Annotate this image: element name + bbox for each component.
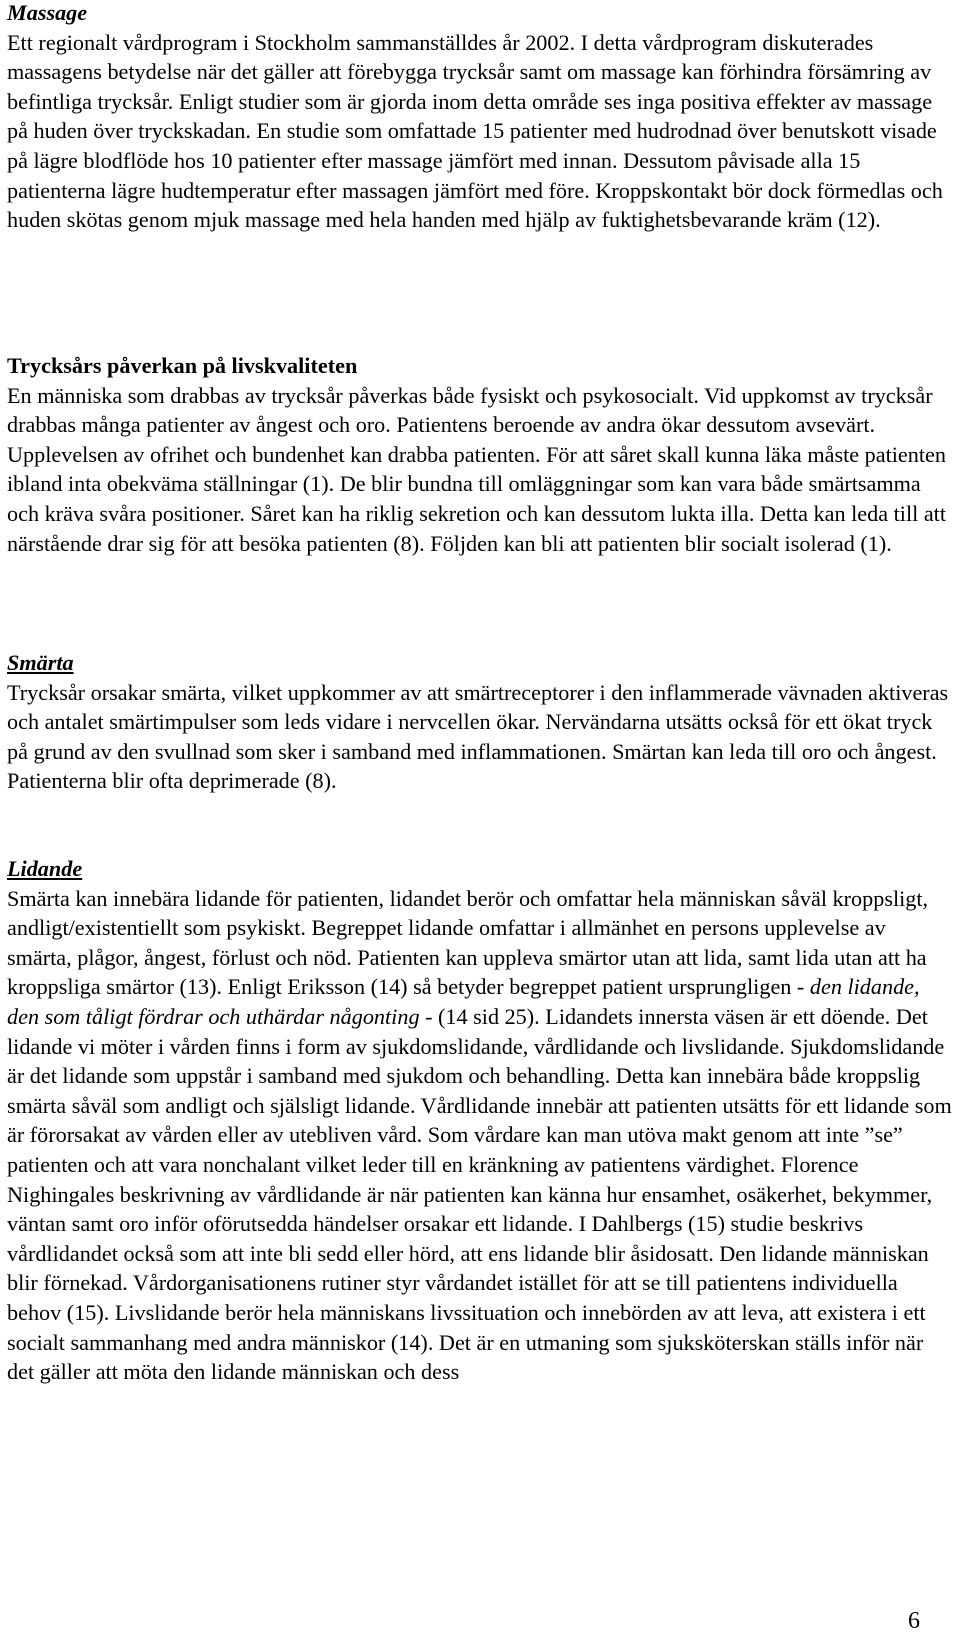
heading-livskvalitet: Trycksårs påverkan på livskvaliteten <box>7 353 358 378</box>
paragraph-smarta: Trycksår orsakar smärta, vilket uppkommer av att smärtreceptorer i den inflammerade vävnaden aktiveras och antalet smärtimpulser som leds vidare i nervcellen ökar. Nervändarna utsätts också för ett ökat tryck på grund av den svullnad som sker i samband med inflammationen. Smärtan kan leda till oro och ångest. Patienterna blir ofta deprimerade (8). <box>7 679 949 794</box>
paragraph-lidande <box>7 884 953 1387</box>
heading-lidande: Lidande <box>7 856 83 881</box>
section-massage <box>7 0 953 235</box>
paragraph-lidande-italic-quote: den lidande, den som tåligt fördrar och uthärdar någonting <box>7 974 920 1029</box>
section-smarta <box>7 648 953 796</box>
paragraph-lidande-part-1: Smärta kan innebära lidande för patienten, lidandet berör och omfattar hela människan såväl kroppsligt, andligt/existentiellt som psykiskt. Begreppet lidande omfattar i allmänhet en persons upplevelse av smärta, plågor, ångest, förlust och nöd. Patienten kan uppleva smärtor utan att lida, samt lida utan att ha kroppsliga smärtor (13). Enligt Eriksson (14) så betyder begreppet patient ursprungligen - <box>7 885 929 1000</box>
section-livskvalitet <box>7 351 953 558</box>
paragraph-livskvalitet: En människa som drabbas av trycksår påverkas både fysiskt och psykosocialt. Vid uppkomst av trycksår drabbas många patienter av ångest och oro. Patientens beroende av andra ökar dessutom avsevärt. Upplevelsen av ofrihet och bundenhet kan drabba patienten. För att såret skall kunna läka måste patienten ibland inta obekväma ställningar (1). De blir bundna till omläggningar som kan vara både smärtsamma och kräva svåra positioner. Såret kan ha riklig sekretion och kan dessutom lukta illa. Detta kan leda till att närstående drar sig för att besöka patienten (8). Följden kan bli att patienten blir socialt isolerad (1). <box>7 382 947 556</box>
heading-massage: Massage <box>7 0 88 25</box>
heading-smarta: Smärta <box>7 650 74 675</box>
document-page <box>7 0 953 1644</box>
page-number: 6 <box>908 1608 920 1634</box>
paragraph-lidande-part-2: - (14 sid 25). Lidandets innersta väsen är ett döende. Det lidande vi möter i vården finns i form av sjukdomslidande, vårdlidande och livslidande. Sjukdomslidande är det lidande som uppstår i samband med sjukdom och behandling. Detta kan innebära både kroppslig smärta såväl som andligt och själsligt lidande. Vårdlidande innebär att patienten utsätts för ett lidande som är förorsakat av vården eller av utebliven vård. Som vårdare kan man utöva makt genom att inte ”se” patienten och att vara nonchalant vilket leder till en kränkning av patientens värdighet. Florence Nighingales beskrivning av vårdlidande är när patienten kan känna hur ensamhet, osäkerhet, bekymmer, väntan samt oro inför oförutsedda händelser orsakar ett lidande. I Dahlbergs (15) studie beskrivs vårdlidandet också som att inte bli sedd eller hörd, att ens lidande blir åsidosatt. Den lidande människan blir förnekad. Vårdorganisationens rutiner styr vårdandet istället för att se till patientens individuella behov (15). Livslidande berör hela människans livssituation och innebörden av att leva, att existera i ett socialt sammanhang med andra människor (14). Det är en utmaning som sjuksköterskan ställs inför när det gäller att möta den lidande människan och dess <box>7 1003 952 1385</box>
section-lidande <box>7 854 953 1387</box>
paragraph-massage: Ett regionalt vårdprogram i Stockholm sammanställdes år 2002. I detta vårdprogram diskuterades massagens betydelse när det gäller att förebygga trycksår samt om massage kan förhindra försämring av befintliga trycksår. Enligt studier som är gjorda inom detta område ses inga positiva effekter av massage på huden över tryckskadan. En studie som omfattade 15 patienter med hudrodnad över benutskott visade på lägre blodflöde hos 10 patienter efter massage jämfört med innan. Dessutom påvisade alla 15 patienterna lägre hudtemperatur efter massagen jämfört med före. Kroppskontakt bör dock förmedlas och huden skötas genom mjuk massage med hela handen med hjälp av fuktighetsbevarande kräm (12). <box>7 29 943 233</box>
